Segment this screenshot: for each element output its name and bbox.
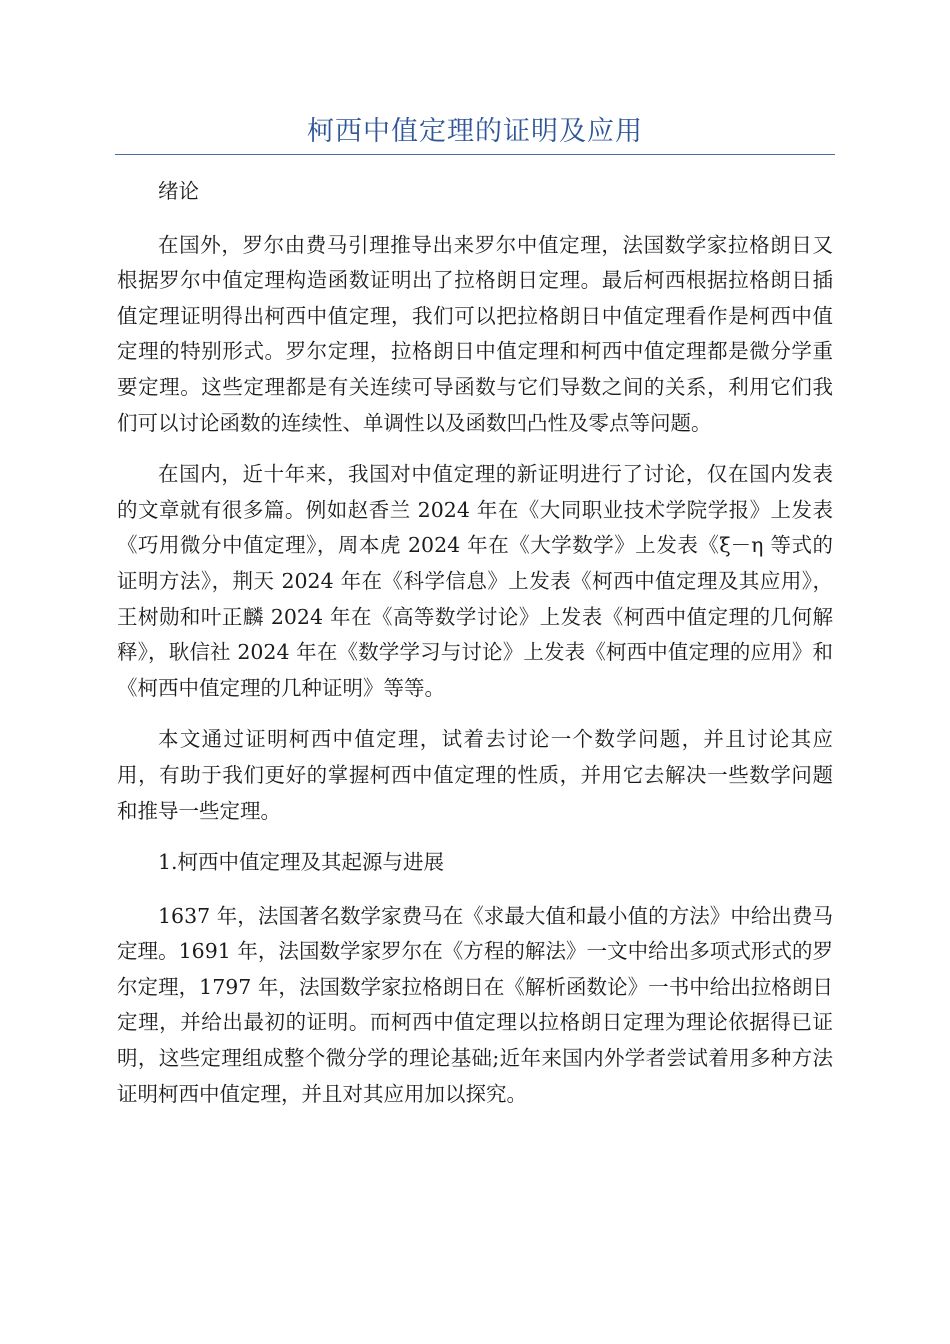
paragraph-domestic-research: 在国内，近十年来，我国对中值定理的新证明进行了讨论，仅在国内发表的文章就有很多篇。例如赵香兰 2024 年在《大同职业技术学院学报》上发表《巧用微分中值定理》，周本虎 2024 年在《大学数学》上发表《ξ－η 等式的证明方法》，荆天 2024 年在《科学信息》上发表《柯西中值定理及其应用》，王树勋和叶正麟 2024 年在《高等数学讨论》上发表《柯西中值定理的几何解释》，耿信社 2024 年在《数学学习与讨论》上发表《柯西中值定理的应用》和《柯西中值定理的几种证明》等等。 bbox=[117, 462, 833, 700]
title-underline bbox=[115, 154, 835, 155]
document-body bbox=[117, 174, 833, 1128]
section-heading-origin: 1.柯西中值定理及其起源与进展 bbox=[158, 850, 445, 875]
paragraph-foreign-research: 在国外，罗尔由费马引理推导出来罗尔中值定理，法国数学家拉格朗日又根据罗尔中值定理构造函数证明出了拉格朗日定理。最后柯西根据拉格朗日插值定理证明得出柯西中值定理，我们可以把拉格朗日中值定理看作是柯西中值定理的特别形式。罗尔定理，拉格朗日中值定理和柯西中值定理都是微分学重要定理。这些定理都是有关连续可导函数与它们导数之间的关系，利用它们我们可以讨论函数的连续性、单调性以及函数凹凸性及零点等问题。 bbox=[117, 232, 833, 435]
section-heading-introduction: 绪论 bbox=[158, 179, 199, 203]
paragraph-history: 1637 年，法国著名数学家费马在《求最大值和最小值的方法》中给出费马定理。1691 年，法国数学家罗尔在《方程的解法》一文中给出多项式形式的罗尔定理，1797 年，法国数学家拉格朗日在《解析函数论》一书中给出拉格朗日定理，并给出最初的证明。而柯西中值定理以拉格朗日定理为理论依据得已证明，这些定理组成整个微分学的理论基础;近年来国内外学者尝试着用多种方法证明柯西中值定理，并且对其应用加以探究。 bbox=[117, 903, 833, 1106]
document-title: 柯西中值定理的证明及应用 bbox=[307, 116, 643, 147]
paragraph-purpose: 本文通过证明柯西中值定理，试着去讨论一个数学问题，并且讨论其应用，有助于我们更好的掌握柯西中值定理的性质，并用它去解决一些数学问题和推导一些定理。 bbox=[117, 727, 833, 823]
